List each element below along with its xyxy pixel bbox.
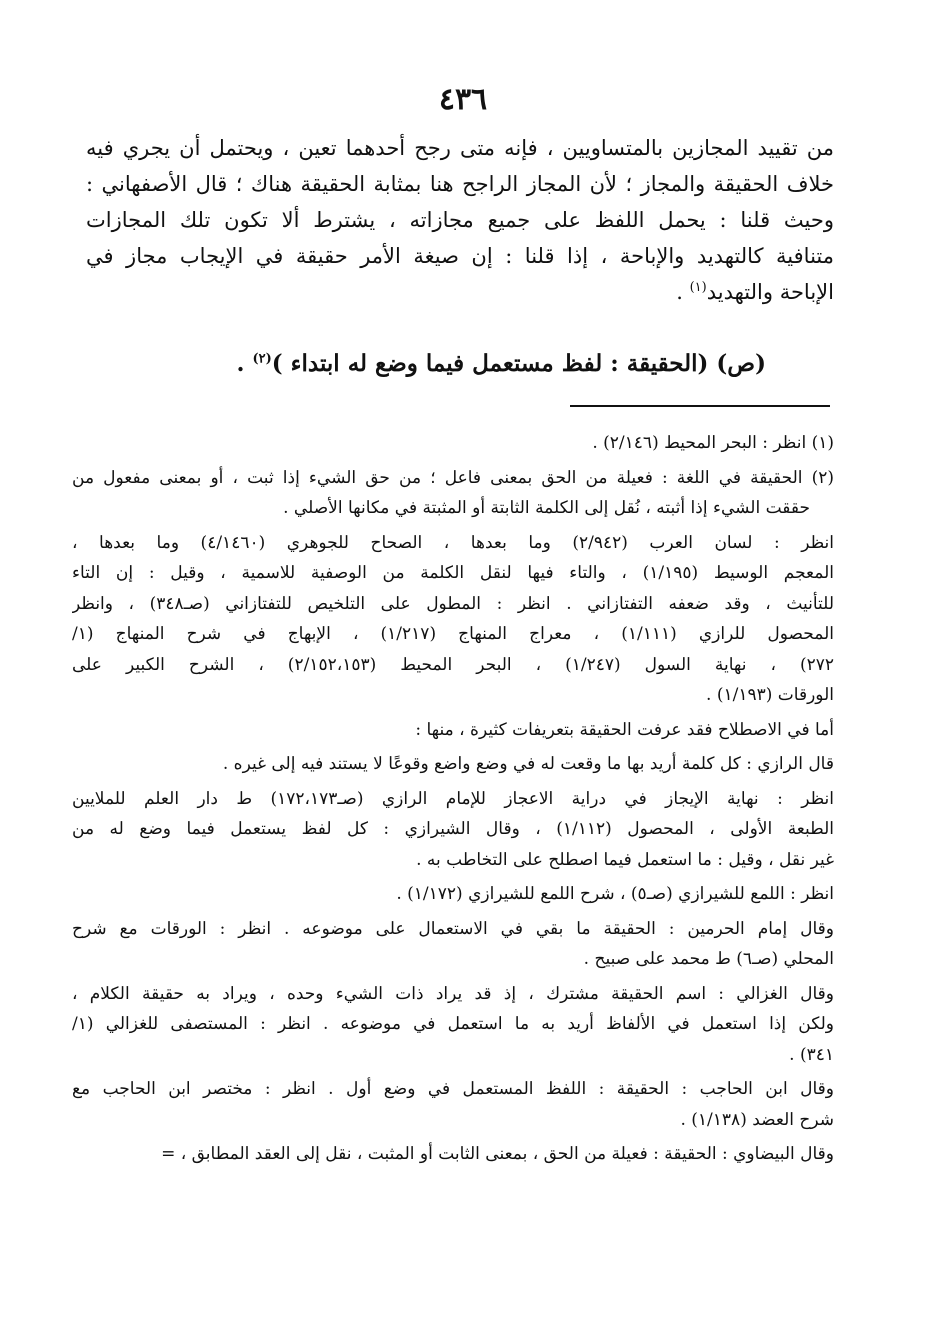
main-text-line: من تقييد المجازين بالمتساويين ، فإنه متى رجح أحدهما تعين ، ويحتمل أن يجري فيه xyxy=(86,136,834,160)
heading-end: . xyxy=(236,350,253,377)
footnote-line: ٣٤١) . xyxy=(789,1044,834,1065)
footnote-line: ولكن إذا استعمل في الألفاظ أريد به ما استعمل في موضوعه . انظر : المستصفى للغزالي (١/ xyxy=(72,1014,834,1034)
main-text-last-line xyxy=(86,274,834,310)
footnote-line: الورقات (١/١٩٣) . xyxy=(706,685,834,705)
footnote-line: (٢) الحقيقة في اللغة : فعيلة من الحق بمعنى فاعل ؛ من حق الشيء إذا ثبت ، أو بمعنى مفعول من xyxy=(72,467,834,488)
footnote-paragraph xyxy=(72,749,834,780)
footnote-line: انظر : اللمع للشيرازي (صـ٥) ، شرح اللمع للشيرازي (١/١٧٢) . xyxy=(396,884,834,904)
footnote-line: وقال الغزالي : اسم الحقيقة مشترك ، إذ قد يراد ذات الشيء وحده ، ويراد به حقيقة الكلام ، xyxy=(72,983,834,1004)
footnote-ref-2: (٢) xyxy=(252,351,272,367)
footnote-paragraph xyxy=(72,979,834,1071)
page-number: ٤٣٦ xyxy=(438,82,488,117)
footnote-paragraph xyxy=(72,914,834,975)
main-text-line: متنافية كالتهديد والإباحة ، إذا قلنا : إن صيغة الأمر حقيقة في الإيجاب مجاز في xyxy=(86,244,834,268)
footnote-line: انظر : لسان العرب (٢/٩٤٢) وما بعدها ، الصحاح للجوهري (٤/١٤٦٠) وما بعدها ، xyxy=(72,532,834,553)
footnote-line: المعجم الوسيط (١/١٩٥) ، والتاء فيها لنقل الكلمة من الوصفية للاسمية ، وقيل : إن التاء xyxy=(72,563,834,583)
main-text xyxy=(86,130,834,310)
footnote-line: أما في الاصطلاح فقد عرفت الحقيقة بتعريفات كثيرة ، منها : xyxy=(415,719,834,740)
footnote-paragraph xyxy=(72,1139,834,1170)
footnote-paragraph xyxy=(72,1074,834,1135)
footnote-ref-1: (١) xyxy=(689,280,707,295)
footnote-1 xyxy=(72,428,834,459)
footnotes xyxy=(72,428,834,1174)
footnote-line: المحصول للرازي (١/١١١) ، معراج المنهاج (١/٢١٧) ، الإبهاج في شرح المنهاج (١/ xyxy=(72,624,834,644)
footnote-line: ٢٧٢) ، نهاية السول (١/٢٤٧) ، البحر المحيط (٢/١٥٢،١٥٣) ، الشرح الكبير على xyxy=(72,654,834,675)
footnote-line: المحلي (صـ٦) ط محمد على صبيح . xyxy=(583,949,834,969)
footnote-line: وقال إمام الحرمين : الحقيقة ما بقي في الاستعمال على موضوعه . انظر : الورقات مع شرح xyxy=(72,918,834,939)
main-text-line-content: الإباحة والتهديد xyxy=(706,280,834,304)
footnote-separator xyxy=(570,405,830,407)
footnote-line: انظر : نهاية الإيجاز في دراية الاعجاز للإمام الرازي (صـ١٧٢،١٧٣) ط دار العلم للملايين xyxy=(72,788,834,809)
footnote-line: قال الرازي : كل كلمة أريد بها ما وقعت له في وضع واضع وقوعًا لا يستند فيه إلى غيره . xyxy=(222,754,834,774)
footnote-line: غير نقل ، وقيل : ما استعمل فيما اصطلح على التخاطب به . xyxy=(416,849,834,870)
footnote-paragraph xyxy=(72,784,834,876)
footnote-line: للتأنيث ، وقد ضعفه التفتازاني . انظر : المطول على التلخيص للتفتازاني (صـ٣٤٨) ، وانظر xyxy=(72,593,834,614)
footnote-line: حققت الشيء إذا أثبته ، نُقل إلى الكلمة الثابتة أو المثبتة في مكانها الأصلي . xyxy=(283,498,810,518)
footnote-paragraph xyxy=(72,715,834,746)
footnote-paragraph xyxy=(72,528,834,711)
footnote-line: الطبعة الأولى ، المحصول (١/١١٢) ، وقال الشيرازي : كل لفظ يستعمل فيما وضع له من xyxy=(72,819,834,839)
footnote-paragraph xyxy=(72,879,834,910)
footnote-line: (١) انظر : البحر المحيط (٢/١٤٦) . xyxy=(592,433,834,453)
footnote-2 xyxy=(72,463,834,524)
main-text-line: وحيث قلنا : يحمل اللفظ على جميع مجازاته ، يشترط ألا تكون تلك المجازات xyxy=(86,208,834,232)
main-text-line-end: . xyxy=(676,280,690,304)
footnote-line: وقال البيضاوي : الحقيقة : فعيلة من الحق ، بمعنى الثابت أو المثبت ، نقل إلى العقد المطابق ، = xyxy=(161,1144,834,1164)
footnote-line: شرح العضد (١/١٣٨) . xyxy=(680,1109,834,1130)
main-text-line: خلاف الحقيقة والمجاز ؛ لأن المجاز الراجح هنا بمثابة الحقيقة هناك ؛ قال الأصفهاني : xyxy=(86,172,834,196)
footnote-line: وقال ابن الحاجب : الحقيقة : اللفظ المستعمل في وضع أول . انظر : مختصر ابن الحاجب مع xyxy=(72,1079,834,1099)
definition-heading xyxy=(86,350,766,377)
heading-text: (ص) (الحقيقة : لفظ مستعمل فيما وضع له ابتداء ) xyxy=(271,350,766,377)
